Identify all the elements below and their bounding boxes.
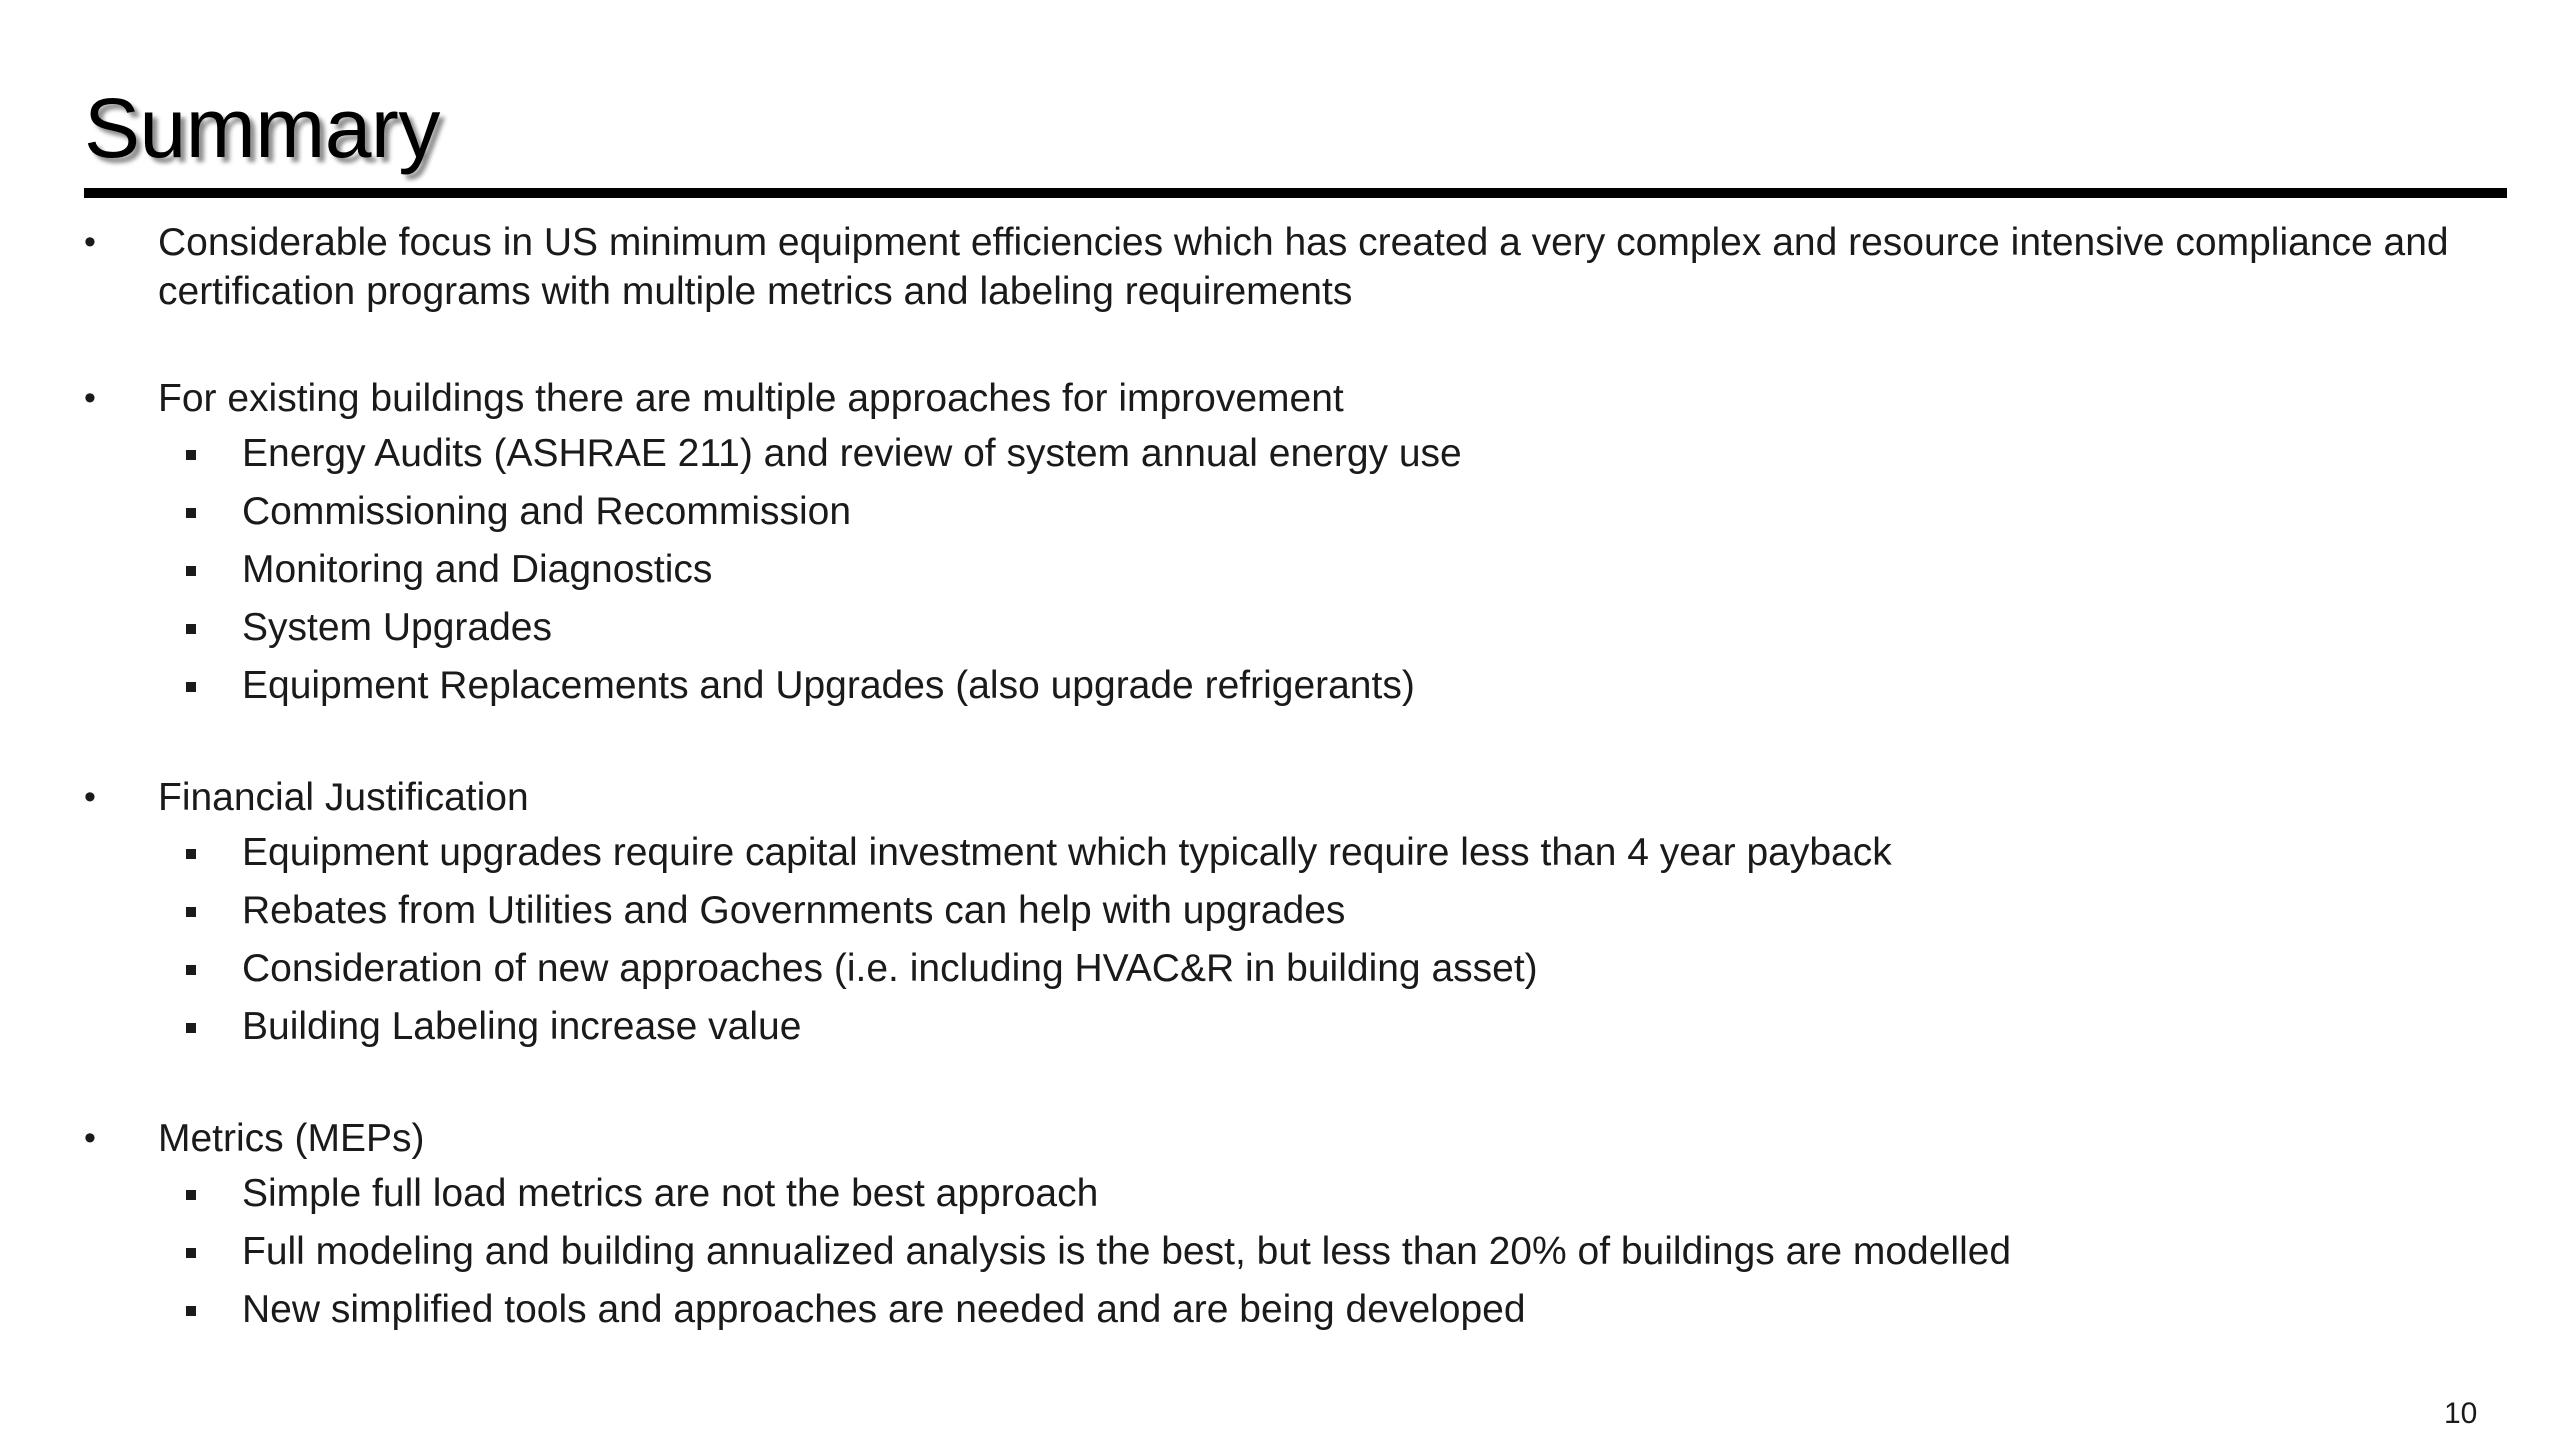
sub-bullet-item: Consideration of new approaches (i.e. including HVAC&R in building asset) <box>84 940 2484 998</box>
sub-bullet-item: Building Labeling increase value <box>84 998 2484 1056</box>
bullet-group-1 <box>84 218 2484 316</box>
sub-bullet-item: Energy Audits (ASHRAE 211) and review of system annual energy use <box>84 425 2484 483</box>
sub-bullet-item: Full modeling and building annualized analysis is the best, but less than 20% of buildings are modelled <box>84 1223 2484 1281</box>
sub-bullet-item: System Upgrades <box>84 599 2484 657</box>
bullet-group-3 <box>84 773 2484 1056</box>
sub-bullet-item: Simple full load metrics are not the best approach <box>84 1165 2484 1223</box>
title-divider <box>84 188 2507 198</box>
bullet-item: • Financial Justification <box>84 773 2484 822</box>
bullet-item: • For existing buildings there are multiple approaches for improvement <box>84 374 2484 423</box>
sub-bullet-item: Monitoring and Diagnostics <box>84 541 2484 599</box>
page-number: 10 <box>2444 1397 2478 1430</box>
sub-bullet-item: Equipment Replacements and Upgrades (also upgrade refrigerants) <box>84 657 2484 715</box>
sub-bullet-item: Rebates from Utilities and Governments can help with upgrades <box>84 882 2484 940</box>
sub-bullet-item: New simplified tools and approaches are needed and are being developed <box>84 1281 2484 1339</box>
bullet-item: • Metrics (MEPs) <box>84 1114 2484 1163</box>
bullet-group-2 <box>84 374 2484 715</box>
bullet-group-4 <box>84 1114 2484 1339</box>
bullet-item: • Considerable focus in US minimum equipment efficiencies which has created a very complex and resource intensive compliance and certification programs with multiple metrics and labeling requirements <box>84 218 2538 316</box>
sub-bullet-item: Equipment upgrades require capital investment which typically require less than 4 year payback <box>84 824 2484 882</box>
slide-body <box>84 218 2484 1397</box>
sub-bullet-item: Commissioning and Recommission <box>84 483 2484 541</box>
slide-title: Summary <box>84 81 440 175</box>
